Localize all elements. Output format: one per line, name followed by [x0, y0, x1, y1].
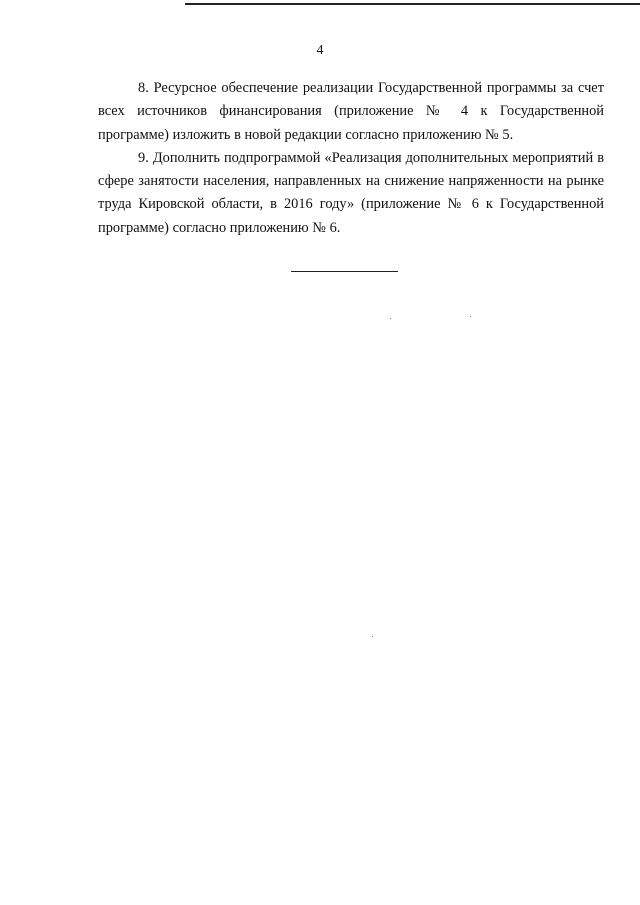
paragraph-9: 9. Дополнить подпрограммой «Реализация дополнительных мероприятий в сфере занятости населения, направленных на снижение напряженности на рынке труда Кировской области, в 2016 году» (приложение № 6 к Государственной программе) согласно приложению № 6.: [98, 149, 604, 236]
scan-speck: [390, 318, 391, 319]
top-border-line: [185, 3, 640, 5]
scan-speck: [372, 636, 373, 637]
document-body: [98, 77, 604, 240]
end-separator-line: [291, 271, 398, 272]
page-number: 4: [316, 43, 324, 58]
scan-speck: [470, 316, 471, 317]
paragraph-8: 8. Ресурсное обеспечение реализации Государственной программы за счет всех источников финансирования (приложение № 4 к Государственной программе) изложить в новой редакции согласно приложению № 5.: [98, 80, 604, 143]
